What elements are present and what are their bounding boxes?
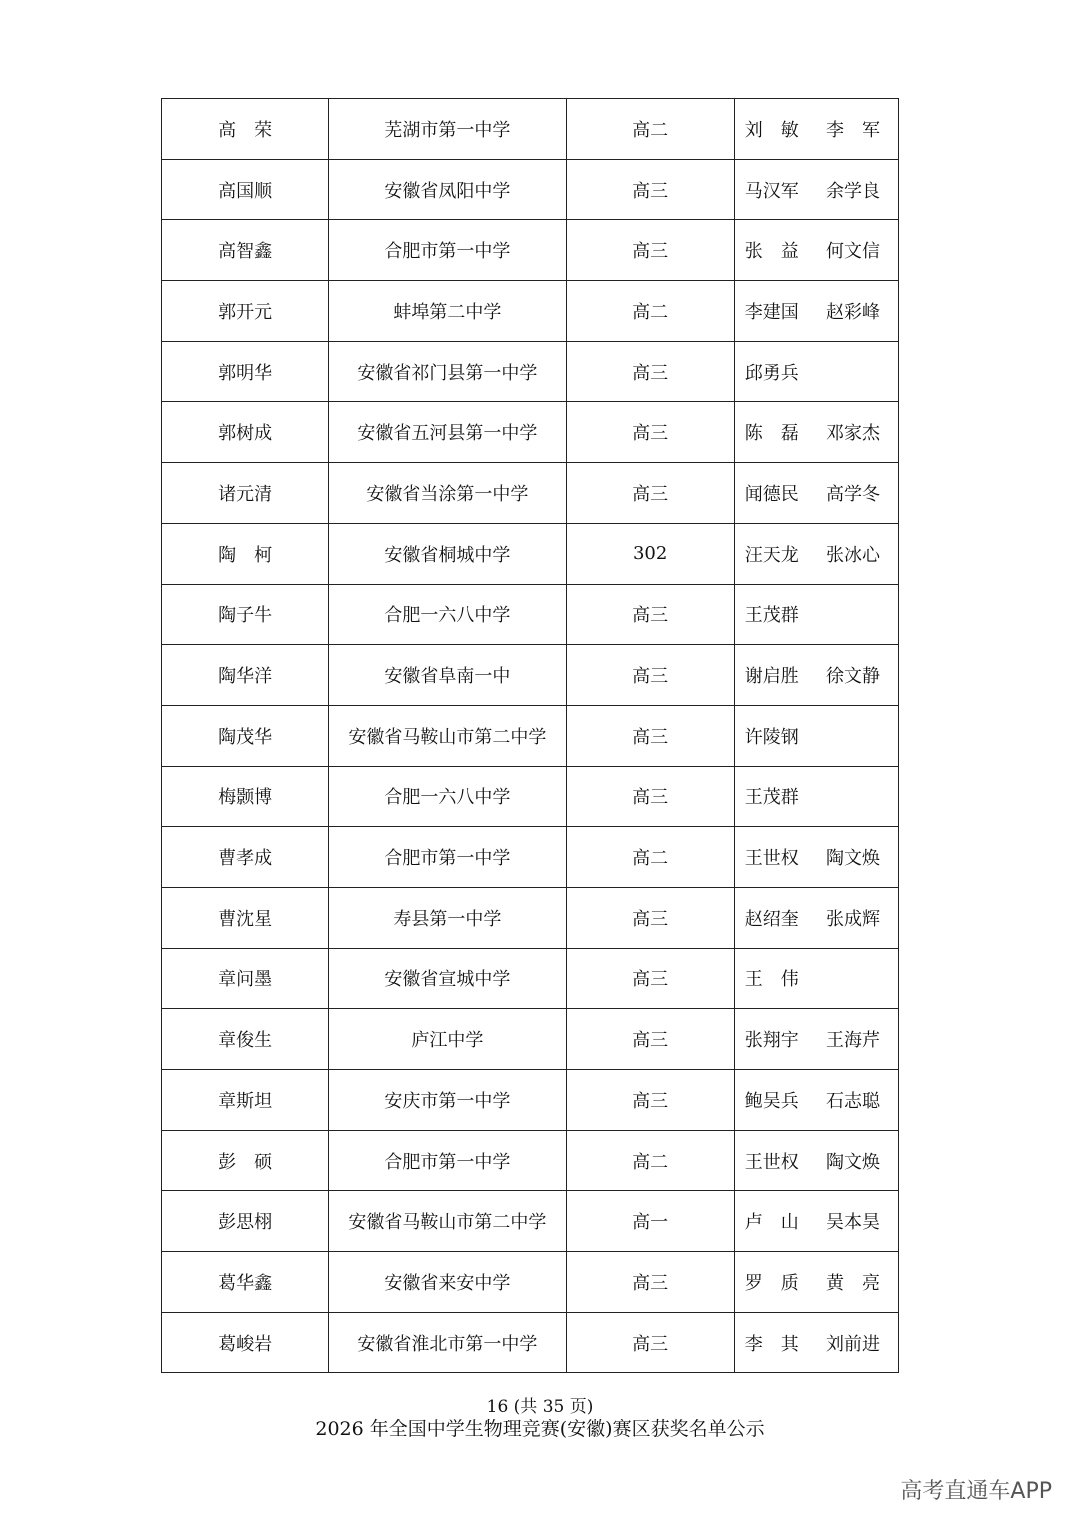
school-cell: 合肥一六八中学 — [329, 584, 566, 645]
teacher-list — [735, 298, 898, 324]
teachers-cell — [734, 220, 898, 281]
teacher-name: 卢 山 — [744, 1212, 799, 1234]
teacher-list — [735, 723, 898, 749]
student-name-cell: 章问墨 — [162, 948, 329, 1009]
teachers-cell — [734, 99, 898, 160]
student-name-cell: 葛华鑫 — [162, 1252, 329, 1313]
school-cell: 寿县第一中学 — [329, 887, 566, 948]
student-name-cell: 诸元清 — [162, 463, 329, 524]
teachers-cell — [734, 705, 898, 766]
teacher-list — [735, 359, 898, 385]
school-cell: 安徽省桐城中学 — [329, 523, 566, 584]
watermark: 高考直通车APP — [900, 1479, 1052, 1504]
teacher-name: 吴本昊 — [826, 1212, 880, 1234]
school-cell: 安徽省当涂第一中学 — [329, 463, 566, 524]
teacher-name: 罗 质 — [744, 1272, 799, 1294]
school-cell: 安徽省马鞍山市第二中学 — [329, 1191, 566, 1252]
award-list-table — [161, 98, 899, 1373]
student-name-cell: 彭 硕 — [162, 1130, 329, 1191]
teacher-name: 王世权 — [744, 848, 799, 870]
teachers-cell — [734, 948, 898, 1009]
grade-cell: 高三 — [566, 402, 734, 463]
school-cell: 安徽省来安中学 — [329, 1252, 566, 1313]
student-name-cell: 葛峻岩 — [162, 1312, 329, 1373]
school-cell: 合肥市第一中学 — [329, 827, 566, 888]
teacher-list — [735, 662, 898, 688]
teacher-list — [735, 237, 898, 263]
table-row — [162, 645, 899, 706]
grade-cell: 高二 — [566, 827, 734, 888]
table-row — [162, 220, 899, 281]
student-name-cell: 郭明华 — [162, 341, 329, 402]
school-cell: 安徽省阜南一中 — [329, 645, 566, 706]
school-cell: 庐江中学 — [329, 1009, 566, 1070]
teacher-name: 张成辉 — [826, 908, 880, 930]
teachers-cell — [734, 1252, 898, 1313]
table-row — [162, 766, 899, 827]
student-name-cell: 郭开元 — [162, 281, 329, 342]
teacher-name: 赵绍奎 — [744, 908, 799, 930]
teacher-name: 何文信 — [826, 241, 880, 263]
grade-cell: 高三 — [566, 220, 734, 281]
student-name-cell: 曹孝成 — [162, 827, 329, 888]
table-row — [162, 99, 899, 160]
table-row — [162, 948, 899, 1009]
grade-cell: 高三 — [566, 887, 734, 948]
teachers-cell — [734, 1191, 898, 1252]
teacher-name: 闻德民 — [744, 483, 799, 505]
teacher-name: 张 益 — [744, 241, 799, 263]
school-cell: 合肥市第一中学 — [329, 1130, 566, 1191]
school-cell: 安庆市第一中学 — [329, 1070, 566, 1131]
teacher-name: 余学良 — [826, 180, 880, 202]
teacher-name: 邱勇兵 — [744, 362, 799, 384]
student-name-cell: 陶子牛 — [162, 584, 329, 645]
teacher-list — [735, 601, 898, 627]
teacher-name: 陈 磊 — [744, 423, 799, 445]
student-name-cell: 章斯坦 — [162, 1070, 329, 1131]
student-name-cell: 陶 柯 — [162, 523, 329, 584]
teacher-name: 邓家杰 — [826, 423, 880, 445]
teacher-name: 高学冬 — [826, 483, 880, 505]
table-row — [162, 1009, 899, 1070]
award-list-body — [162, 99, 899, 1373]
grade-cell: 高三 — [566, 341, 734, 402]
table-row — [162, 1252, 899, 1313]
student-name-cell: 章俊生 — [162, 1009, 329, 1070]
teacher-list — [735, 1148, 898, 1174]
table-row — [162, 341, 899, 402]
student-name-cell: 陶华洋 — [162, 645, 329, 706]
teacher-name: 鲍吴兵 — [744, 1090, 799, 1112]
student-name-cell: 郭树成 — [162, 402, 329, 463]
table-row — [162, 463, 899, 524]
grade-cell: 302 — [566, 523, 734, 584]
teachers-cell — [734, 159, 898, 220]
teachers-cell — [734, 1009, 898, 1070]
teachers-cell — [734, 887, 898, 948]
teacher-list — [735, 1330, 898, 1356]
grade-cell: 高二 — [566, 1130, 734, 1191]
student-name-cell: 曹沈星 — [162, 887, 329, 948]
teacher-name: 徐文静 — [826, 666, 880, 688]
grade-cell: 高二 — [566, 281, 734, 342]
student-name-cell: 梅颢博 — [162, 766, 329, 827]
table-row — [162, 1312, 899, 1373]
teachers-cell — [734, 645, 898, 706]
teachers-cell — [734, 463, 898, 524]
teacher-list — [735, 1026, 898, 1052]
school-cell: 安徽省五河县第一中学 — [329, 402, 566, 463]
student-name-cell: 陶茂华 — [162, 705, 329, 766]
table-row — [162, 523, 899, 584]
table-row — [162, 887, 899, 948]
teachers-cell — [734, 1312, 898, 1373]
school-cell: 合肥一六八中学 — [329, 766, 566, 827]
teacher-name: 马汉军 — [744, 180, 799, 202]
school-cell: 蚌埠第二中学 — [329, 281, 566, 342]
student-name-cell: 彭思栩 — [162, 1191, 329, 1252]
teachers-cell — [734, 827, 898, 888]
teacher-list — [735, 965, 898, 991]
teacher-name: 王海芹 — [826, 1030, 880, 1052]
student-name-cell: 高国顺 — [162, 159, 329, 220]
teacher-name: 张冰心 — [826, 544, 880, 566]
teacher-name: 陶文焕 — [826, 848, 880, 870]
teacher-name: 王茂群 — [744, 605, 799, 627]
teacher-name: 赵彩峰 — [826, 301, 880, 323]
school-cell: 芜湖市第一中学 — [329, 99, 566, 160]
teacher-name: 黄 亮 — [826, 1272, 880, 1294]
teacher-name: 刘前进 — [826, 1333, 880, 1355]
teacher-list — [735, 1087, 898, 1113]
teachers-cell — [734, 584, 898, 645]
grade-cell: 高二 — [566, 99, 734, 160]
teachers-cell — [734, 341, 898, 402]
grade-cell: 高三 — [566, 1009, 734, 1070]
grade-cell: 高三 — [566, 463, 734, 524]
school-cell: 合肥市第一中学 — [329, 220, 566, 281]
teacher-list — [735, 783, 898, 809]
teacher-list — [735, 1208, 898, 1234]
teacher-name: 许陵钢 — [744, 726, 799, 748]
teachers-cell — [734, 281, 898, 342]
teacher-list — [735, 419, 898, 445]
teachers-cell — [734, 402, 898, 463]
teacher-name: 李 其 — [744, 1333, 799, 1355]
teacher-list — [735, 541, 898, 567]
school-cell: 安徽省祁门县第一中学 — [329, 341, 566, 402]
teachers-cell — [734, 523, 898, 584]
school-cell: 安徽省淮北市第一中学 — [329, 1312, 566, 1373]
teachers-cell — [734, 766, 898, 827]
teacher-name: 王 伟 — [744, 969, 799, 991]
page-number: 16 (共 35 页) — [486, 1397, 594, 1417]
teacher-list — [735, 844, 898, 870]
grade-cell: 高三 — [566, 766, 734, 827]
school-cell: 安徽省宣城中学 — [329, 948, 566, 1009]
teacher-list — [735, 905, 898, 931]
grade-cell: 高三 — [566, 948, 734, 1009]
teacher-name: 刘 敏 — [744, 119, 799, 141]
teacher-name: 张翔宇 — [744, 1030, 799, 1052]
teacher-list — [735, 116, 898, 142]
table-row — [162, 1070, 899, 1131]
grade-cell: 高三 — [566, 1252, 734, 1313]
teacher-name: 石志聪 — [826, 1090, 880, 1112]
teacher-list — [735, 1269, 898, 1295]
student-name-cell: 高智鑫 — [162, 220, 329, 281]
table-row — [162, 827, 899, 888]
grade-cell: 高三 — [566, 705, 734, 766]
school-cell: 安徽省马鞍山市第二中学 — [329, 705, 566, 766]
teacher-list — [735, 177, 898, 203]
table-row — [162, 1191, 899, 1252]
teacher-name: 李建国 — [744, 301, 799, 323]
teachers-cell — [734, 1130, 898, 1191]
teacher-name: 谢启胜 — [744, 666, 799, 688]
table-row — [162, 402, 899, 463]
teacher-name: 李 军 — [826, 119, 880, 141]
teacher-name: 王世权 — [744, 1151, 799, 1173]
document-title: 2026 年全国中学生物理竞赛(安徽)赛区获奖名单公示 — [315, 1418, 765, 1440]
teacher-name: 汪天龙 — [744, 544, 799, 566]
teacher-name: 陶文焕 — [826, 1151, 880, 1173]
grade-cell: 高一 — [566, 1191, 734, 1252]
table-row — [162, 584, 899, 645]
table-row — [162, 159, 899, 220]
grade-cell: 高三 — [566, 1070, 734, 1131]
grade-cell: 高三 — [566, 645, 734, 706]
teachers-cell — [734, 1070, 898, 1131]
table-row — [162, 1130, 899, 1191]
grade-cell: 高三 — [566, 1312, 734, 1373]
grade-cell: 高三 — [566, 584, 734, 645]
teacher-list — [735, 480, 898, 506]
table-row — [162, 705, 899, 766]
table-row — [162, 281, 899, 342]
student-name-cell: 高 荣 — [162, 99, 329, 160]
grade-cell: 高三 — [566, 159, 734, 220]
school-cell: 安徽省凤阳中学 — [329, 159, 566, 220]
teacher-name: 王茂群 — [744, 787, 799, 809]
